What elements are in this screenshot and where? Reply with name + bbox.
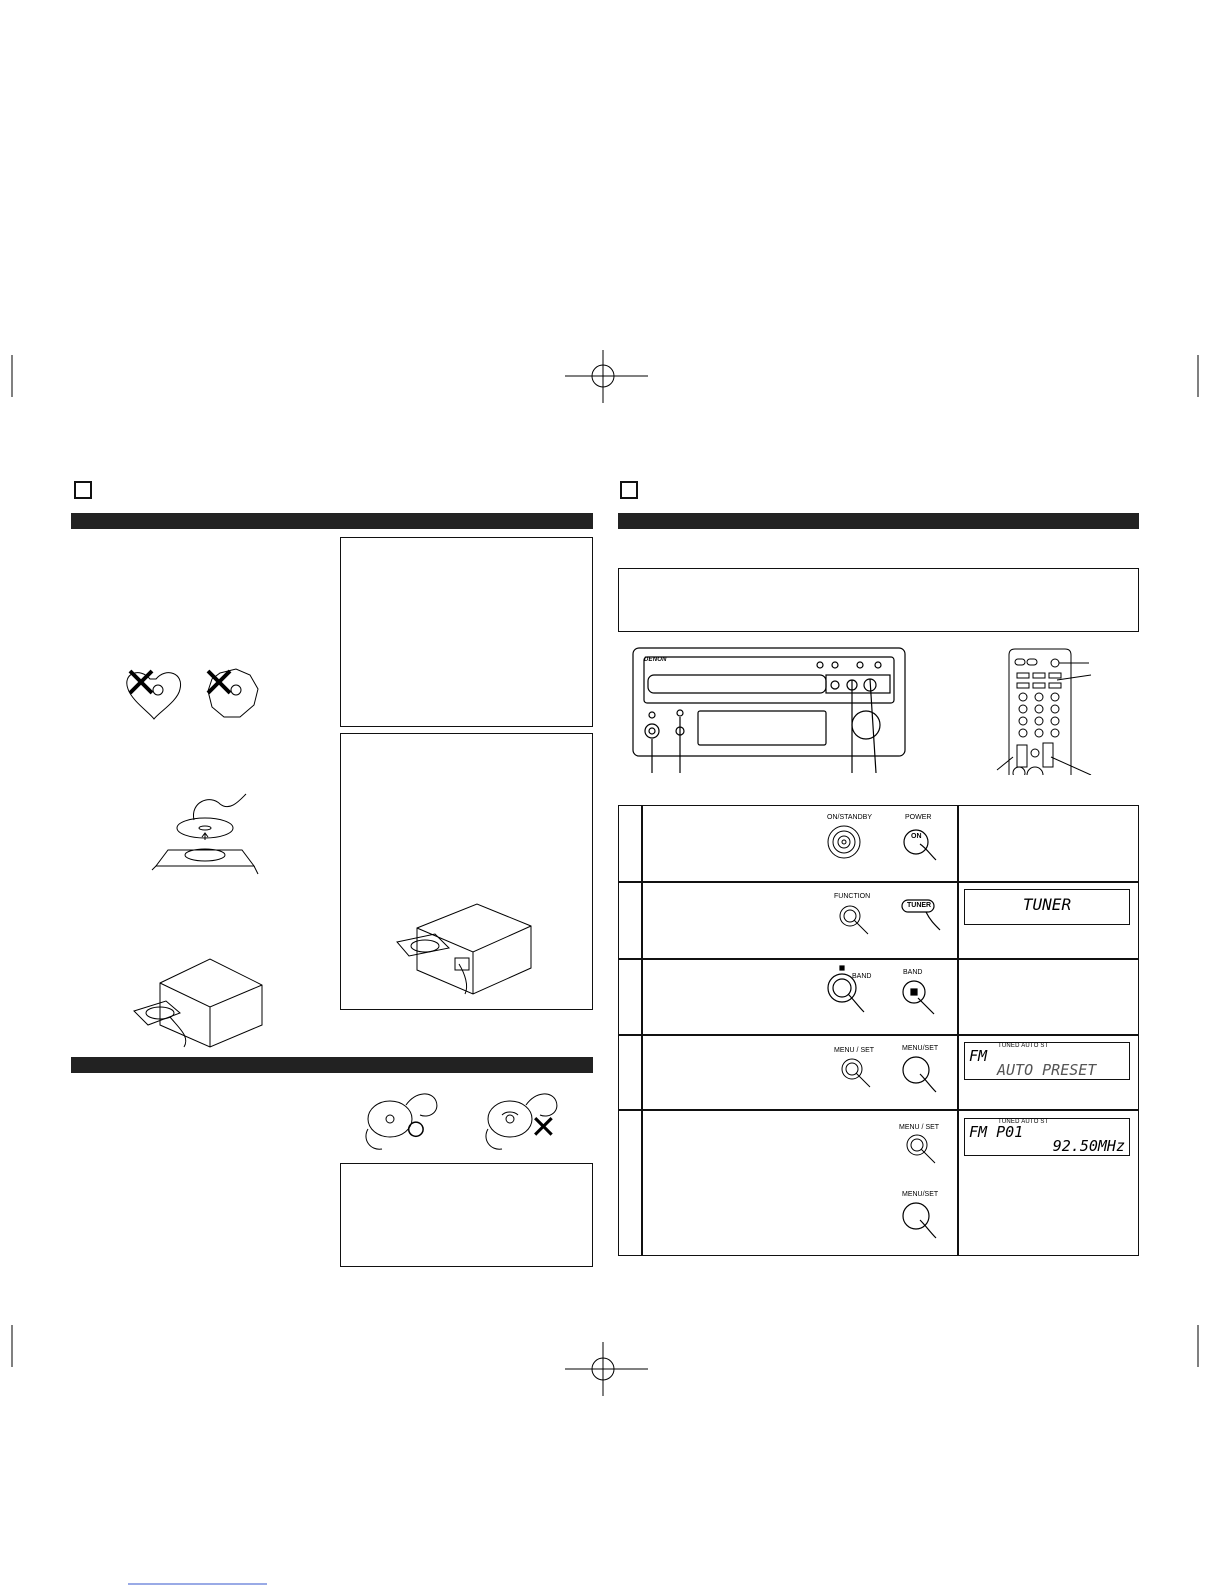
remote-control xyxy=(995,645,1105,775)
menu-set-label-unit-2: MENU / SET xyxy=(899,1124,940,1131)
note-box-1 xyxy=(340,537,593,727)
lcd-preset-result-frequency: 92.50MHz xyxy=(1052,1137,1125,1155)
page-number-box-left xyxy=(74,481,92,499)
remove-disc-illustration xyxy=(150,790,260,880)
lcd-auto-preset-band: FM xyxy=(969,1047,988,1065)
power-on-button[interactable] xyxy=(900,826,940,862)
correct-mark: ○ xyxy=(405,1107,427,1148)
lcd-preset-result-tag: TUNED AUTO ST xyxy=(998,1119,1049,1125)
section-bar-disc-loading xyxy=(71,513,593,529)
menu-set-label-unit: MENU / SET xyxy=(834,1047,875,1054)
load-disc-unit-illustration xyxy=(130,955,270,1050)
odd-shape-discs-illustration xyxy=(120,665,280,725)
power-on-sub-label: ON xyxy=(911,833,922,840)
lcd-auto-preset-text: AUTO PRESET xyxy=(997,1061,1097,1079)
lcd-auto-preset-tag: TUNED AUTO ST xyxy=(998,1043,1049,1049)
tuner-button-label: TUNER xyxy=(907,902,932,909)
lcd-preset-result-channel: FM P01 xyxy=(969,1123,1024,1141)
menu-set-label-remote-2: MENU/SET xyxy=(902,1191,939,1198)
lcd-preset-result xyxy=(964,1118,1130,1156)
lcd-auto-preset xyxy=(964,1042,1130,1080)
incorrect-mark: ✕ xyxy=(530,1109,557,1145)
menu-set-button-remote[interactable] xyxy=(898,1052,942,1094)
load-disc-front-illustration xyxy=(395,902,535,997)
steps-table xyxy=(618,805,1139,1256)
function-label: FUNCTION xyxy=(834,893,871,900)
on-standby-button[interactable] xyxy=(826,822,866,862)
lcd-tuner: TUNER xyxy=(964,889,1130,925)
brand-logo: DENON xyxy=(644,657,667,663)
function-button[interactable] xyxy=(836,902,872,936)
on-standby-label: ON/STANDBY xyxy=(827,814,872,821)
band-button-remote[interactable] xyxy=(898,976,940,1016)
page-number-box-right xyxy=(620,481,638,499)
menu-set-button-remote-2[interactable] xyxy=(898,1198,942,1240)
band-label-unit: BAND xyxy=(852,973,872,980)
power-on-label: POWER xyxy=(905,814,932,821)
main-unit-front-panel xyxy=(630,645,910,775)
menu-set-button-unit[interactable] xyxy=(838,1055,874,1089)
band-label-remote: BAND xyxy=(903,969,923,976)
info-box xyxy=(618,568,1139,632)
section-bar-auto-preset xyxy=(618,513,1139,529)
menu-set-button-unit-2[interactable] xyxy=(903,1131,939,1165)
menu-set-label-remote: MENU/SET xyxy=(902,1045,939,1052)
note-box-3 xyxy=(340,1163,593,1267)
section-bar-disc-handling xyxy=(71,1057,593,1073)
tuner-button[interactable] xyxy=(900,894,944,934)
